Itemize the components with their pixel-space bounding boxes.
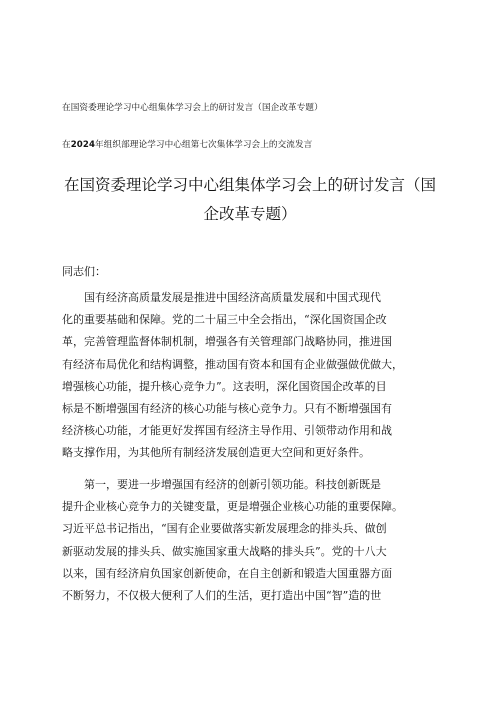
paragraph-line: 第一，要进一步增强国有经济的创新引领功能。科技创新既是 (62, 478, 381, 491)
paragraph-line: 提升企业核心竞争力的关键变量，更是增强企业核心功能的重要保障。 (62, 500, 403, 514)
paragraph-line: 增强核心功能，提升核心竞争力”。这表明，深化国资国企改革的目 (62, 379, 387, 393)
header-title-line (62, 101, 323, 113)
body-paragraph-2 (62, 474, 442, 607)
paragraph-line: 新驱动发展的排头兵、做实施国家重大战略的排头兵”。党的十八大 (62, 544, 387, 558)
paragraph-line: 以来，国有经济肩负国家创新使命，在自主创新和锻造大国重器方面 (62, 566, 392, 580)
paragraph-line: 习近平总书记指出，“国有企业要做落实新发展理念的排头兵、做创 (62, 522, 387, 536)
paragraph-line: 国有经济高质量发展是推进中国经济高质量发展和中国式现代 (62, 291, 381, 304)
header-subtitle-prefix: 在 (62, 140, 71, 150)
document-title-line-1: 在国资委理论学习中心组集体学习会上的研讨发言（国 (63, 176, 436, 194)
header-subtitle-year: 2024 (70, 140, 96, 150)
document-title-line-2: 企改革专题） (203, 205, 297, 223)
header-subtitle-line (62, 138, 312, 150)
body-paragraph-1 (62, 287, 442, 465)
paragraph-line: 革，完善管理监督体制机制，增强各有关管理部门战略协同，推进国 (62, 335, 392, 349)
salutation: 同志们： (62, 265, 106, 278)
paragraph-line: 略支撑作用，为其他所有制经济发展创造更大空间和更好条件。 (62, 446, 370, 460)
paragraph-line: 化的重要基础和保障。党的二十届三中全会指出，“深化国资国企改 (62, 313, 387, 327)
header-title-text: 在国资委理论学习中心组集体学习会上的研讨发言（国企改革专题） (62, 103, 323, 113)
paragraph-line: 经济核心功能，才能更好发挥国有经济主导作用、引领带动作用和战 (62, 424, 392, 438)
paragraph-line: 不断努力，不仅极大便利了人们的生活，更打造出中国“智”造的世 (62, 588, 382, 602)
header-subtitle-suffix: 年组织部理论学习中心组第七次集体学习会上的交流发言 (95, 140, 313, 150)
paragraph-line: 标是不断增强国有经济的核心功能与核心竞争力。只有不断增强国有 (62, 401, 392, 415)
paragraph-line: 有经济布局优化和结构调整，推动国有资本和国有企业做强做优做大， (62, 357, 403, 371)
